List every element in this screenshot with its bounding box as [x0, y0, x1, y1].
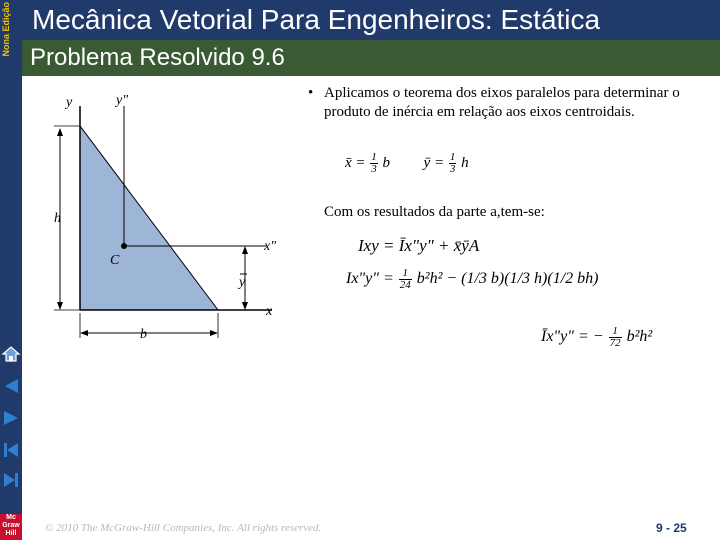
label-y2: y"	[116, 93, 129, 108]
previous-slide-icon[interactable]	[0, 406, 22, 430]
next-slide-icon[interactable]	[0, 438, 22, 462]
centroid-point	[121, 243, 127, 249]
home-icon[interactable]	[0, 342, 22, 366]
equation-1: Ixy = Īx"y" + x̄ȳA	[358, 236, 480, 255]
label-ybar: y	[239, 275, 246, 290]
triangle-figure	[40, 88, 280, 358]
copyright-text: © 2010 The McGraw-Hill Companies, Inc. All rights reserved.	[45, 522, 322, 534]
header-bar	[22, 0, 720, 40]
page-title: Mecânica Vetorial Para Engenheiros: Estática	[32, 4, 601, 35]
first-slide-icon[interactable]	[0, 374, 22, 398]
ybar-var: h	[461, 154, 469, 171]
mcgraw-hill-logo: Mc Graw Hill	[0, 514, 22, 540]
label-b: b	[140, 327, 147, 342]
equation-2: Ix"y" = $\frac{1}{24}$ b²h² − (1/3 b)(1/3 h)(1/2 bh)	[346, 267, 599, 291]
centroid-equations: x̄ = $\frac{1}{3}$ b ȳ = $\frac{1}{3}$ h	[345, 151, 469, 175]
label-C: C	[110, 253, 120, 268]
label-x: x	[266, 304, 273, 319]
page-number: 9 - 25	[656, 521, 687, 535]
label-y: y	[66, 95, 73, 110]
label-x2: x"	[264, 239, 277, 254]
xbar-var: b	[382, 154, 391, 171]
label-h: h	[54, 211, 61, 226]
edition-label	[0, 2, 22, 57]
last-slide-icon[interactable]	[0, 468, 22, 492]
xbar-lhs: x̄ =	[345, 154, 366, 171]
bullet: •	[308, 85, 314, 101]
intro-paragraph: Aplicamos o teorema dos eixos paralelos para determinar o produto de inércia em relação aos eixos centroidais.	[324, 85, 680, 120]
subheader-bar	[22, 40, 720, 76]
edition-text: Nona Edição	[1, 2, 11, 57]
ybar-lhs: ȳ =	[423, 154, 445, 171]
equation-3: Īx"y" = − $\frac{1}{72}$ b²h²	[541, 325, 653, 349]
results-text: Com os resultados da parte a,tem-se:	[324, 204, 545, 220]
slide-title: Problema Resolvido 9.6	[30, 44, 285, 71]
triangle-shape	[80, 126, 218, 310]
